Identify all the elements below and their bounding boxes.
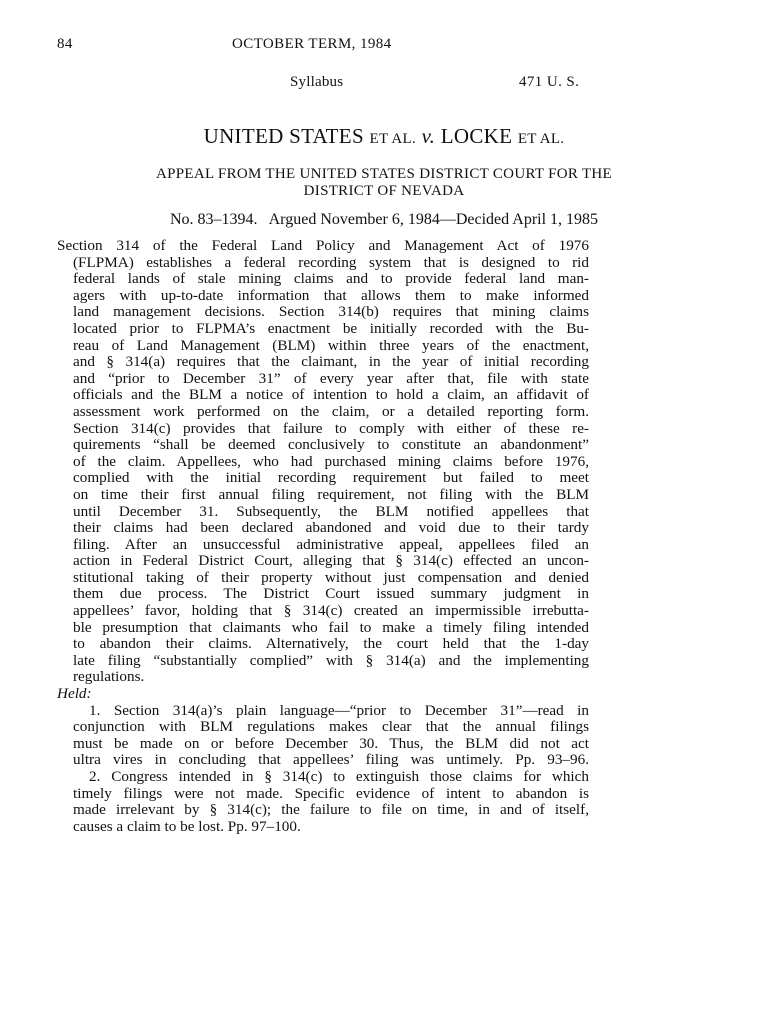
syllabus-line: agers with up-to-date information that allows them to make informed: [73, 286, 589, 304]
holding-line: made irrelevant by § 314(c); the failure to file on time, in and of itself,: [73, 801, 589, 819]
appeal-heading: [80, 166, 688, 200]
syllabus-line: filing. After an unsuccessful administrative appeal, appellees filed an: [73, 535, 589, 553]
case-party-2: LOCKE: [440, 124, 513, 148]
syllabus-line: until December 31. Subsequently, the BLM notified appellees that: [73, 502, 589, 520]
syllabus-line: of the claim. Appellees, who had purchased mining claims before 1976,: [73, 452, 589, 470]
syllabus-line: to abandon their claims. Alternatively, the court held that the 1-day: [73, 635, 589, 653]
held-label: Held:: [57, 685, 92, 703]
section-label: Syllabus: [290, 74, 344, 90]
syllabus-line: stitutional taking of their property without just compensation and denied: [73, 568, 589, 586]
syllabus-line: and “prior to December 31” of every year after that, file with state: [73, 369, 589, 387]
syllabus-line: quirements “shall be deemed conclusively to constitute an abandonment”: [73, 436, 589, 454]
holding-line: must be made on or before December 30. Thus, the BLM did not act: [73, 734, 589, 752]
syllabus-line: located prior to FLPMA’s enactment be initially recorded with the Bu-: [73, 319, 589, 337]
appeal-line: DISTRICT OF NEVADA: [303, 183, 465, 199]
syllabus-line: ble presumption that claimants who fail to make a timely filing intended: [73, 618, 589, 636]
docket-line: No. 83–1394. Argued November 6, 1984—Decided April 1, 1985: [169, 211, 599, 228]
holding-line: ultra vires in concluding that appellees’ filing was untimely. Pp. 93–96.: [73, 751, 589, 769]
case-etal-2: ET AL.: [517, 131, 565, 147]
syllabus-line: action in Federal District Court, alleging that § 314(c) effected an uncon-: [73, 552, 589, 570]
syllabus-paragraph: [57, 238, 589, 686]
page-number: 84: [57, 36, 73, 52]
holding-line: timely filings were not made. Specific evidence of intent to abandon is: [73, 784, 589, 802]
syllabus-line: complied with the initial recording requirement but failed to meet: [73, 469, 589, 487]
syllabus-line: federal lands of stale mining claims and to provide federal land man-: [73, 270, 589, 288]
case-versus: v.: [421, 124, 436, 148]
syllabus-line: on time their first annual filing requirement, not filing with the BLM: [73, 485, 589, 503]
syllabus-line: Section 314 of the Federal Land Policy and Management Act of 1976: [57, 237, 589, 254]
syllabus-line: late filing “substantially complied” with § 314(a) and the implementing: [73, 651, 589, 669]
holding-1: [57, 703, 589, 769]
syllabus-line: assessment work performed on the claim, or a detailed reporting form.: [73, 402, 589, 420]
holding-line: causes a claim to be lost. Pp. 97–100.: [73, 817, 301, 835]
holding-2: [57, 769, 589, 835]
holding-line: conjunction with BLM regulations makes clear that the annual filings: [73, 718, 589, 736]
syllabus-line: and § 314(a) requires that the claimant, in the year of initial recording: [73, 353, 589, 371]
syllabus-line: them due process. The District Court issued summary judgment in: [73, 585, 589, 603]
syllabus-line: land management decisions. Section 314(b) requires that mining claims: [73, 303, 589, 321]
syllabus-body: [57, 238, 589, 835]
syllabus-line: (FLPMA) establishes a federal recording system that is designed to rid: [73, 253, 589, 271]
appeal-line: APPEAL FROM THE UNITED STATES DISTRICT COURT FOR THE: [155, 166, 613, 182]
syllabus-line: regulations.: [73, 668, 145, 686]
holding-line: 2. Congress intended in § 314(c) to extinguish those claims for which: [89, 768, 589, 785]
syllabus-line: Section 314(c) provides that failure to comply with either of these re-: [73, 419, 589, 437]
syllabus-line: their claims had been declared abandoned and void due to their tardy: [73, 519, 589, 537]
running-head: OCTOBER TERM, 1984: [232, 36, 392, 52]
reporter-citation: 471 U. S.: [519, 74, 580, 90]
held-label-paragraph: [57, 686, 589, 703]
syllabus-line: officials and the BLM a notice of intention to hold a claim, an affidavit of: [73, 386, 589, 404]
syllabus-line: appellees’ favor, holding that § 314(c) created an impermissible irrebutta-: [73, 602, 589, 620]
case-title: [0, 124, 768, 149]
syllabus-line: reau of Land Management (BLM) within three years of the enactment,: [73, 336, 589, 354]
case-party-1: UNITED STATES: [203, 124, 364, 148]
holding-line: 1. Section 314(a)’s plain language—“prior to December 31”—read in: [89, 701, 589, 719]
case-etal-1: ET AL.: [369, 131, 417, 147]
